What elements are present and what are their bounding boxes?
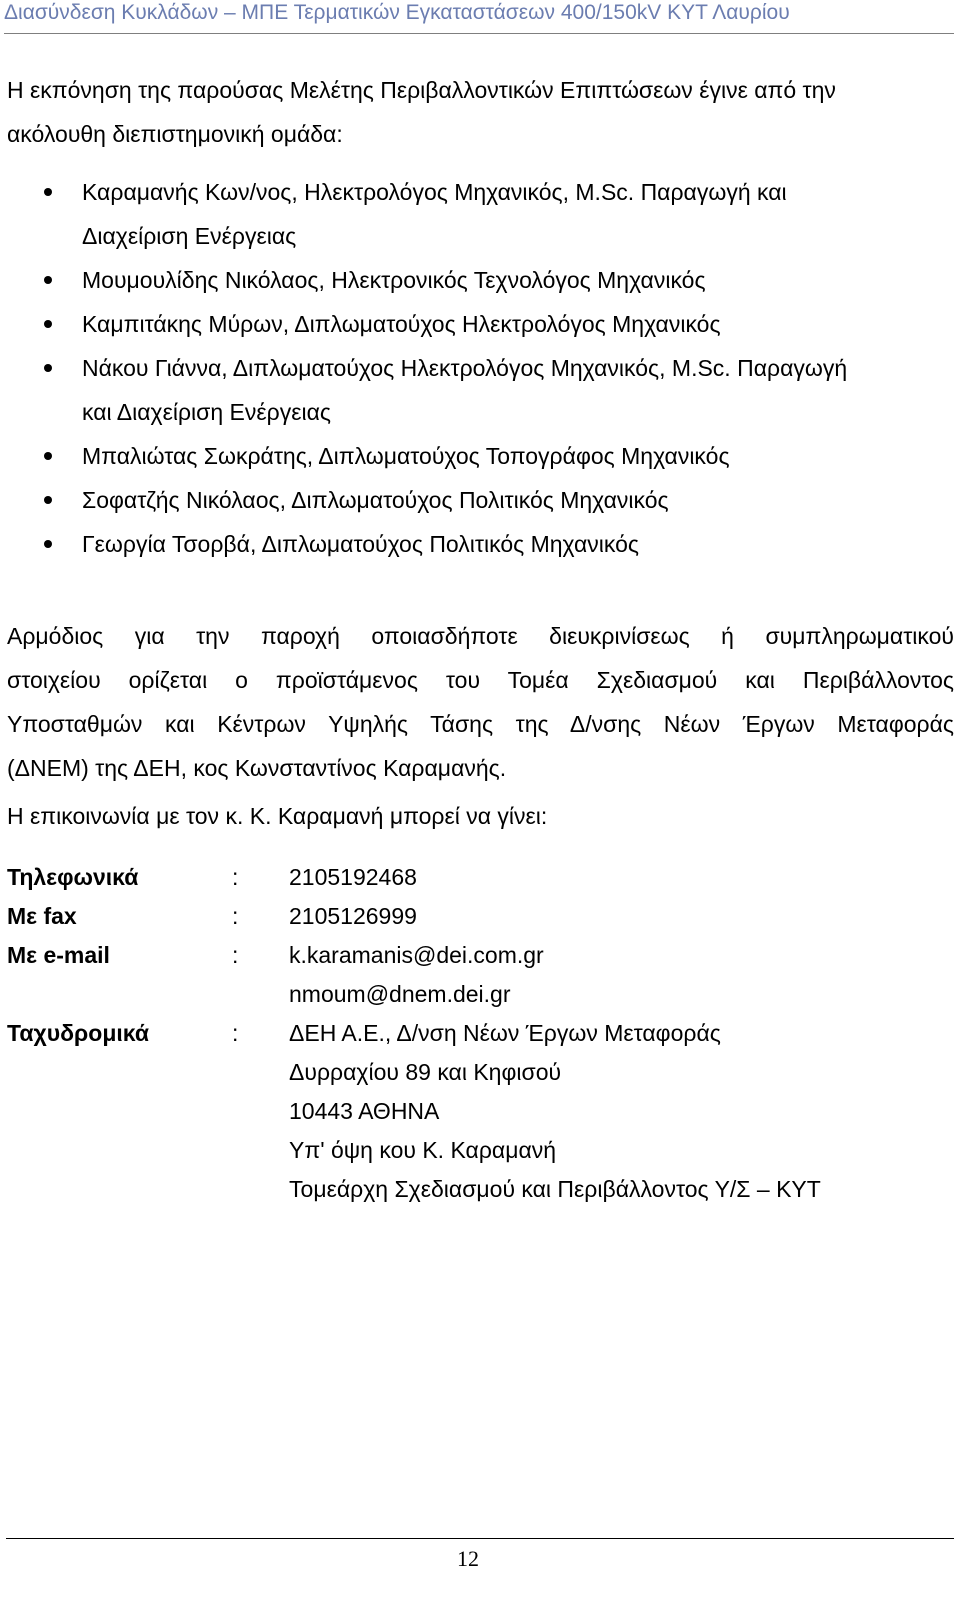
list-item [0, 478, 847, 522]
phone-value: 2105192468 [289, 864, 417, 890]
email-value: nmoum@dnem.dei.gr [289, 981, 511, 1007]
contact-intro: Η επικοινωνία με τον κ. Κ. Καραμανή μπορεί να γίνει: [7, 803, 548, 829]
page-number: 12 [457, 1546, 479, 1571]
bullet-icon [44, 188, 52, 196]
list-item [0, 170, 847, 258]
paragraph-line: (ΔΝΕΜ) της ΔΕΗ, κος Κωνσταντίνος Καραμανής. [7, 755, 507, 781]
bullet-icon [44, 276, 52, 284]
paragraph-line: Αρμόδιος για την παροχή οποιασδήποτε διευκρινίσεως ή συμπληρωματικού [7, 623, 954, 649]
post-label: Ταχυδρομικά [7, 1020, 149, 1046]
email-value: k.karamanis@dei.com.gr [289, 942, 544, 968]
post-address-line: Υπ' όψη κου Κ. Καραμανή [289, 1137, 557, 1163]
team-list [0, 170, 847, 566]
list-item [0, 522, 847, 566]
list-item [0, 434, 847, 478]
bullet-icon [44, 364, 52, 372]
team-member-line: Σοφατζής Νικόλαος, Διπλωματούχος Πολιτικός Μηχανικός [82, 487, 669, 513]
header-divider [4, 33, 954, 34]
responsible-paragraph [7, 614, 954, 790]
team-member-line: Καραμανής Κων/νος, Ηλεκτρολόγος Μηχανικός, M.Sc. Παραγωγή και [82, 179, 787, 205]
team-member-line: Μπαλιώτας Σωκράτης, Διπλωματούχος Τοπογράφος Μηχανικός [82, 443, 730, 469]
intro-line: ακόλουθη διεπιστημονική ομάδα: [7, 121, 343, 147]
post-address-line: Τομεάρχη Σχεδιασμού και Περιβάλλοντος Υ/Σ – ΚΥΤ [289, 1176, 821, 1202]
intro-paragraph [7, 68, 836, 156]
team-member-line: Γεωργία Τσορβά, Διπλωματούχος Πολιτικός Μηχανικός [82, 531, 639, 557]
list-item [0, 302, 847, 346]
list-item [0, 346, 847, 434]
email-colon: : [232, 942, 239, 968]
bullet-icon [44, 540, 52, 548]
list-item [0, 258, 847, 302]
post-address-line: 10443 ΑΘΗΝΑ [289, 1098, 440, 1124]
paragraph-line: στοιχείου ορίζεται ο προϊστάμενος του Τομέα Σχεδιασμού και Περιβάλλοντος [7, 667, 954, 693]
post-address-line: ΔΕΗ Α.Ε., Δ/νση Νέων Έργων Μεταφοράς [289, 1020, 721, 1046]
team-member-line: Νάκου Γιάννα, Διπλωματούχος Ηλεκτρολόγος Μηχανικός, M.Sc. Παραγωγή [82, 355, 848, 381]
phone-label: Τηλεφωνικά [7, 864, 139, 890]
paragraph-line: Υποσταθμών και Κέντρων Υψηλής Τάσης της Δ/νσης Νέων Έργων Μεταφοράς [7, 711, 954, 737]
team-member-line: Μουμουλίδης Νικόλαος, Ηλεκτρονικός Τεχνολόγος Μηχανικός [82, 267, 706, 293]
intro-line: Η εκπόνηση της παρούσας Μελέτης Περιβαλλοντικών Επιπτώσεων έγινε από την [7, 77, 836, 103]
bullet-icon [44, 320, 52, 328]
footer-divider [6, 1538, 954, 1539]
post-address-line: Δυρραχίου 89 και Κηφισού [289, 1059, 562, 1085]
bullet-icon [44, 452, 52, 460]
fax-colon: : [232, 903, 239, 929]
team-member-line: και Διαχείριση Ενέργειας [82, 399, 331, 425]
bullet-icon [44, 496, 52, 504]
phone-colon: : [232, 864, 239, 890]
fax-label: Με fax [7, 903, 77, 929]
fax-value: 2105126999 [289, 903, 417, 929]
post-colon: : [232, 1020, 239, 1046]
team-member-line: Διαχείριση Ενέργειας [82, 223, 297, 249]
email-label: Με e-mail [7, 942, 110, 968]
running-header: Διασύνδεση Κυκλάδων – ΜΠΕ Τερματικών Εγκαταστάσεων 400/150kV ΚΥΤ Λαυρίου [4, 1, 790, 24]
team-member-line: Καμπιτάκης Μύρων, Διπλωματούχος Ηλεκτρολόγος Μηχανικός [82, 311, 721, 337]
